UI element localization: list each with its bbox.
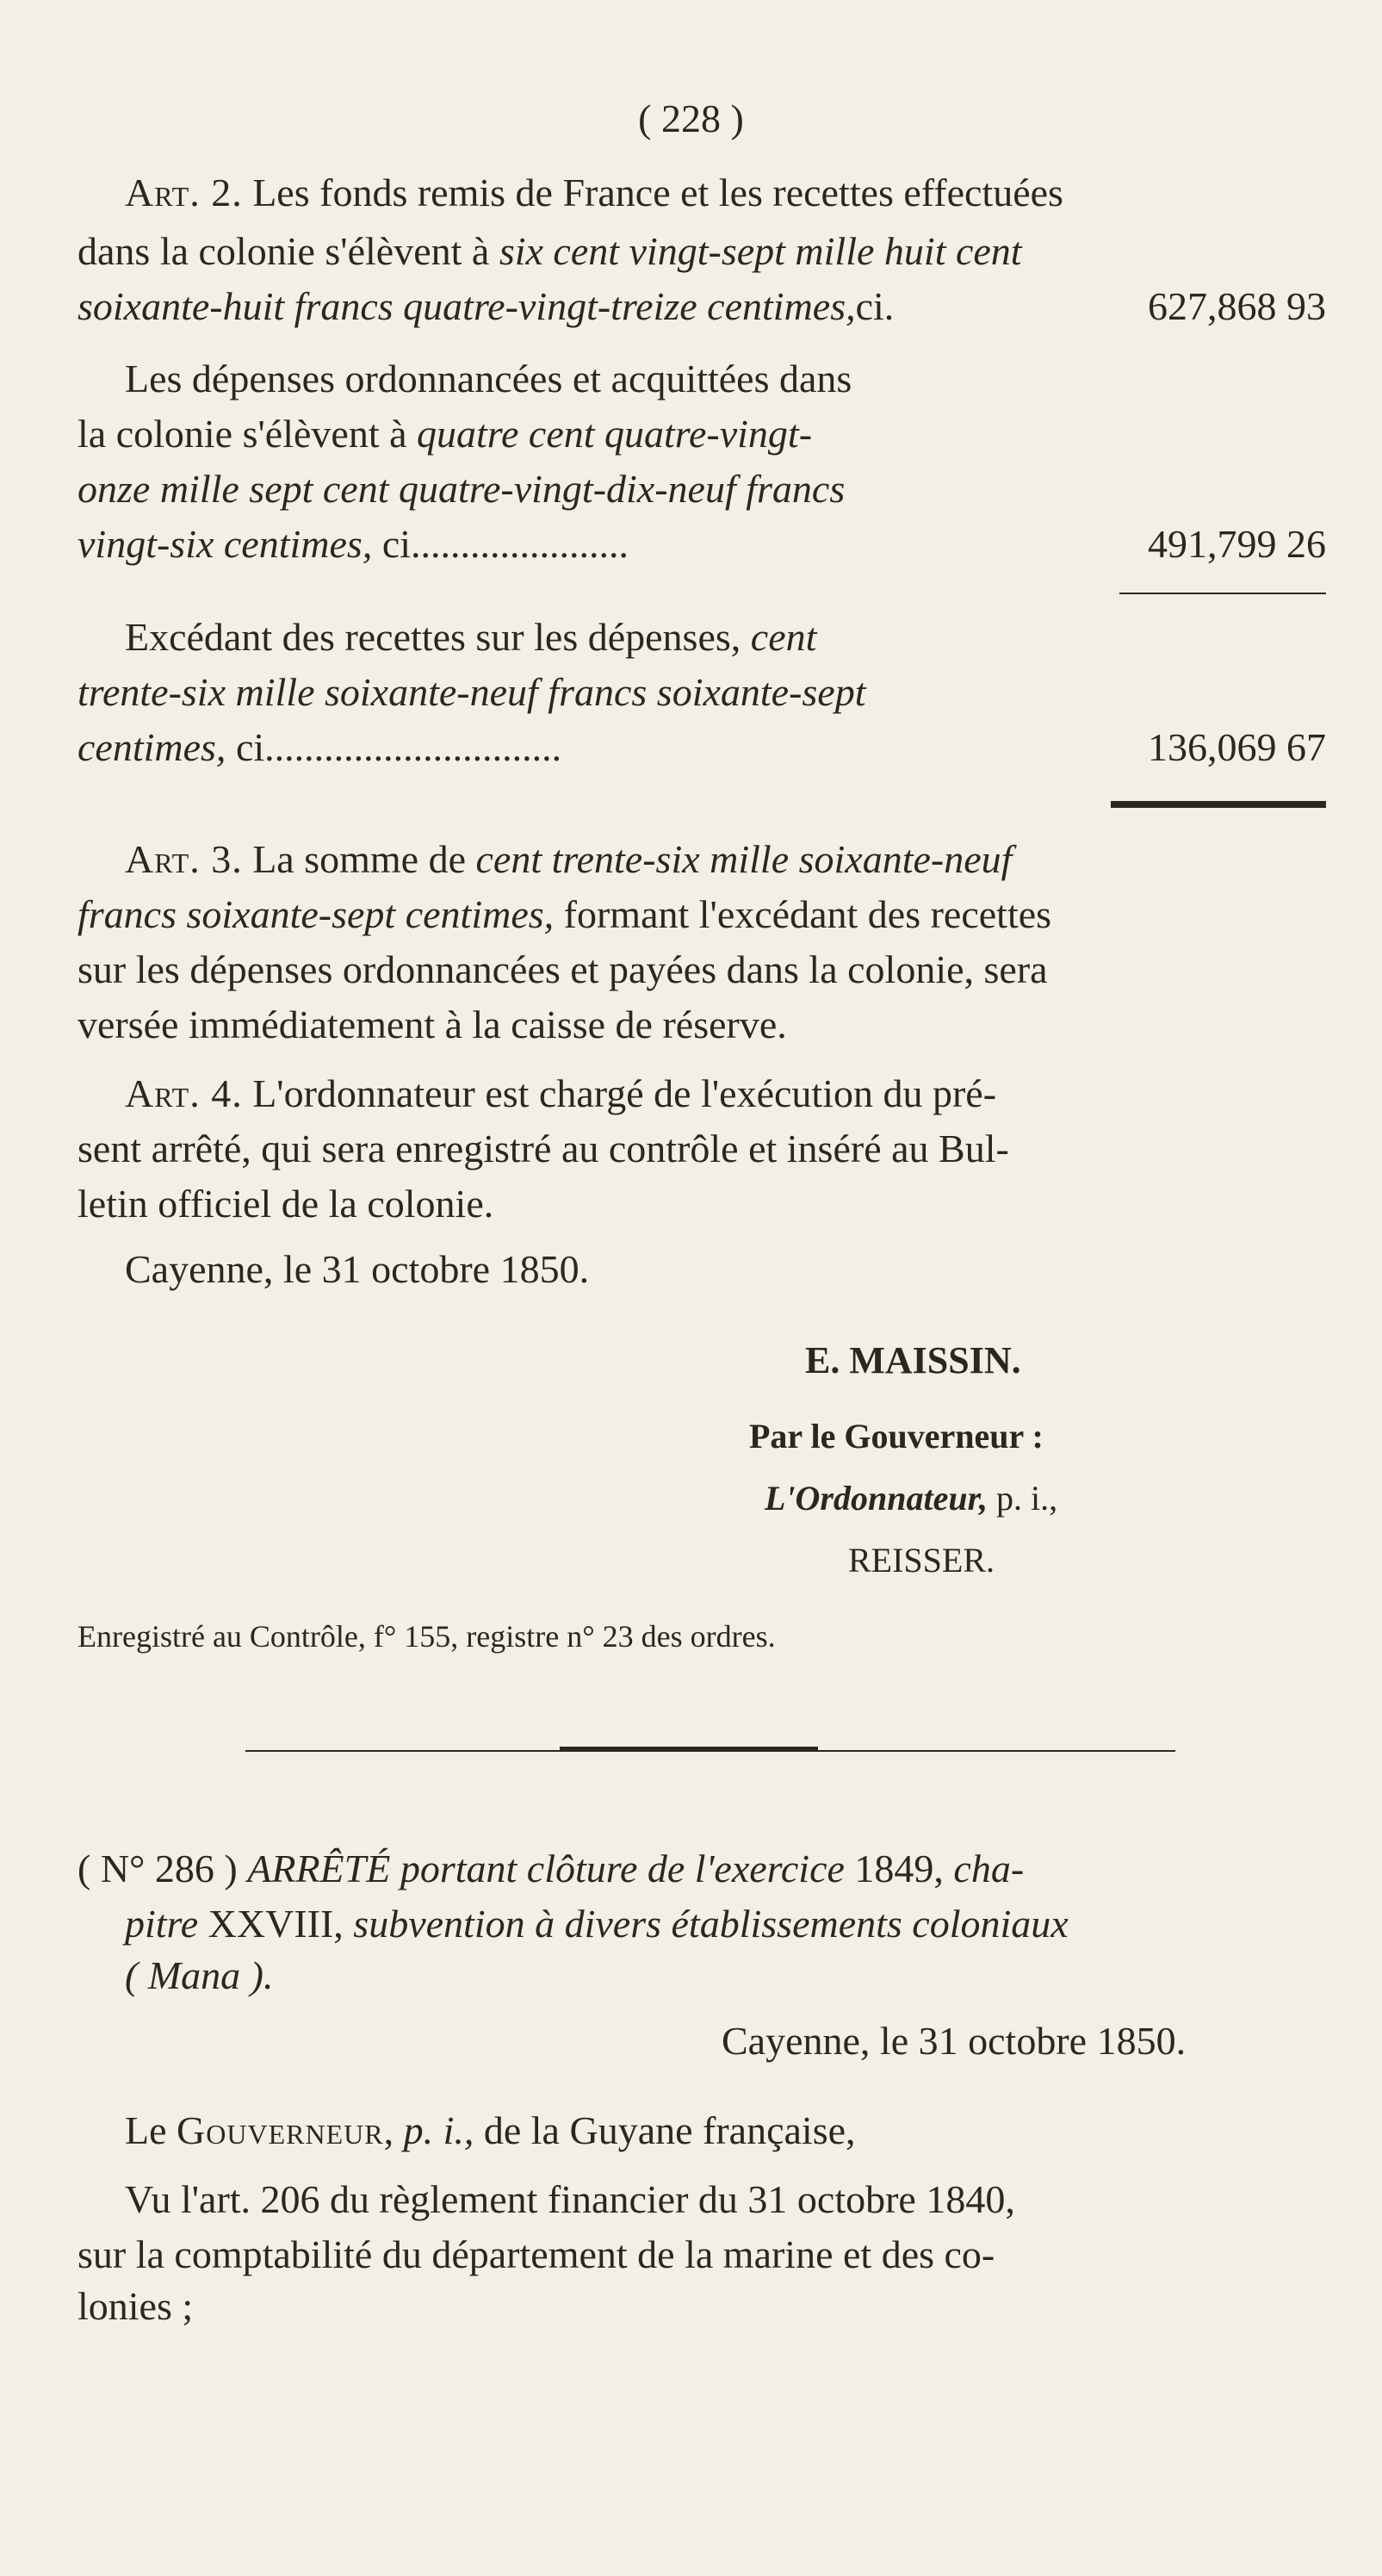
art4-line2: sent arrêté, qui sera enregistré au contrôle et inséré au Bul- (77, 1127, 1009, 1170)
gouverneur-b: Gouverneur (177, 2108, 384, 2152)
depenses-line4-italic: vingt-six centimes, (77, 522, 373, 566)
art2-amount-cents: 93 (1286, 284, 1326, 328)
signature-name: E. MAISSIN. (805, 1339, 1021, 1381)
depenses-amount-cents: 26 (1286, 522, 1326, 566)
arrete-title: ARRÊTÉ portant clôture de l'exercice (247, 1847, 845, 1890)
signature-role (765, 1474, 1057, 1523)
arrete-title-b: cha- (953, 1847, 1025, 1890)
depenses-ledger-row (77, 520, 1326, 572)
arrete-line2 (125, 1900, 1069, 1948)
art4-line3: letin officiel de la colonie. (77, 1182, 494, 1226)
depenses-ci: ci...................... (381, 522, 629, 566)
excedant-line3-italic: centimes, (77, 725, 226, 769)
arrete-year: 1849, (854, 1847, 944, 1890)
art2-amount-value: 627,868 (1148, 284, 1277, 328)
gouverneur-a: Le (125, 2108, 167, 2152)
art3-line1 (125, 835, 1012, 884)
excedant-amount-value: 136,069 (1148, 725, 1277, 769)
excedant-ledger-row (77, 723, 1326, 775)
arrete-line2-b: XXVIII, (208, 1902, 344, 1946)
art3-line4: versée immédiatement à la caisse de réserve. (77, 1002, 787, 1046)
depenses-line2-italic: quatre cent quatre-vingt- (417, 412, 813, 456)
art3-line2-text: formant l'excédant des recettes (563, 892, 1052, 936)
art3-line3: sur les dépenses ordonnancées et payées dans la colonie, sera (77, 947, 1048, 991)
art2-ci: ci. (855, 284, 895, 328)
art4-label: Art. 4. (125, 1071, 243, 1115)
excedant-amount (1148, 723, 1326, 772)
excedant-line1-italic: cent (750, 615, 817, 659)
signature-par: Par le Gouverneur : (749, 1417, 1044, 1456)
page-number: ( 228 ) (638, 96, 744, 140)
gouverneur-e: de la Guyane française, (483, 2108, 856, 2152)
art4-line1-text: L'ordonnateur est chargé de l'exécution du pré- (252, 1071, 997, 1115)
art2-line2-italic: six cent vingt-sept mille huit cent (499, 229, 1022, 273)
art2-ledger-row (77, 282, 1326, 334)
vu-line3: lonies ; (77, 2284, 194, 2328)
art4-line1 (125, 1070, 996, 1118)
depenses-line1: Les dépenses ordonnancées et acquittées dans (125, 357, 852, 400)
registre-line: Enregistré au Contrôle, f° 155, registre n° 23 des ordres. (77, 1619, 776, 1654)
art3-line2 (77, 891, 1051, 939)
art3-line2-italic: francs soixante-sept centimes, (77, 892, 555, 936)
excedant-amount-cents: 67 (1286, 725, 1326, 769)
arrete-number: ( N° 286 ) (77, 1847, 238, 1890)
depenses-line3: onze mille sept cent quatre-vingt-dix-neuf francs (77, 467, 846, 511)
art3-line1-italic: cent trente-six mille soixante-neuf (475, 837, 1013, 881)
excedant-ci: ci.............................. (235, 725, 562, 769)
depenses-line2-text: la colonie s'élèvent à (77, 412, 407, 456)
art3-line1-text: La somme de (252, 837, 467, 881)
arrete-date: Cayenne, le 31 octobre 1850. (722, 2019, 1187, 2063)
signature-role-title: L'Ordonnateur, (765, 1479, 988, 1518)
art2-label: Art. 2. (125, 171, 243, 214)
art2-line2 (77, 227, 1022, 276)
art2-line1-text: Les fonds remis de France et les recettes effectuées (252, 171, 1063, 214)
vu-line1: Vu l'art. 206 du règlement financier du 31 octobre 1840, (125, 2177, 1015, 2221)
arrete-line2-c: subvention à divers établissements coloniaux (353, 1902, 1069, 1946)
section-divider-center (560, 1747, 818, 1751)
art2-line2-text: dans la colonie s'élèvent à (77, 229, 490, 273)
signature-role-suffix: p. i., (995, 1479, 1058, 1518)
excedant-line1 (125, 613, 816, 661)
gouverneur-c: , (383, 2108, 394, 2152)
vu-line2: sur la comptabilité du département de la marine et des co- (77, 2232, 995, 2276)
arrete-line1 (77, 1845, 1024, 1893)
depenses-line2 (77, 410, 812, 458)
total-rule (1111, 801, 1326, 808)
sum-rule (1119, 593, 1326, 594)
arrete-line3: ( Mana ). (125, 1953, 274, 1997)
excedant-line1-text: Excédant des recettes sur les dépenses, (125, 615, 741, 659)
excedant-line2: trente-six mille soixante-neuf francs soixante-sept (77, 670, 866, 714)
art2-line1 (125, 169, 1063, 217)
art2-amount (1148, 282, 1326, 331)
gouverneur-d: p. i., (403, 2108, 474, 2152)
depenses-amount (1148, 520, 1326, 568)
art2-line3-italic: soixante-huit francs quatre-vingt-treize centimes, (77, 284, 856, 328)
date-line: Cayenne, le 31 octobre 1850. (125, 1247, 590, 1291)
art3-label: Art. 3. (125, 837, 243, 881)
gouverneur-line (125, 2107, 856, 2155)
arrete-line2-a: pitre (125, 1902, 199, 1946)
depenses-amount-value: 491,799 (1148, 522, 1277, 566)
signature-name2: REISSER. (848, 1541, 995, 1580)
